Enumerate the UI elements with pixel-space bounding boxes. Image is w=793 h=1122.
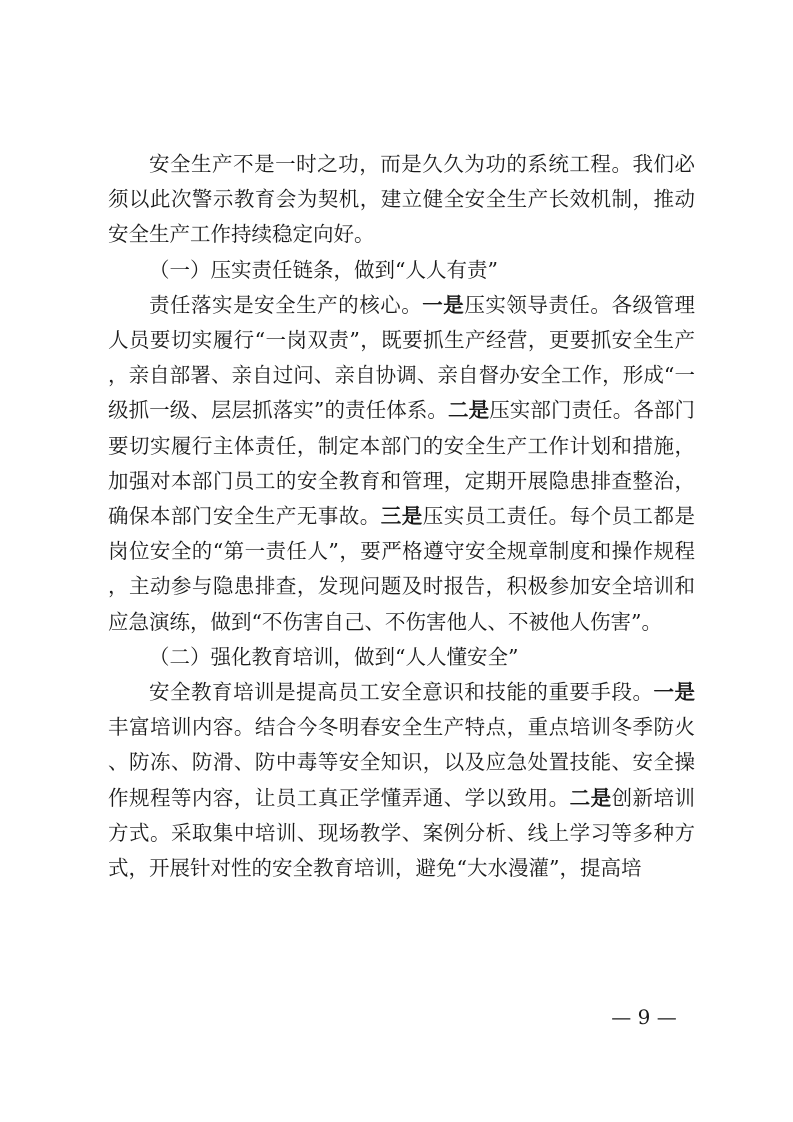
intro-paragraph: 安全生产不是一时之功，而是久久为功的系统工程。我们必须以此次警示教育会为契机，建立健全安全生产长效机制，推动安全生产工作持续稳定向好。 [108,152,695,247]
section1-keyword-3: 三是 [380,504,423,529]
section1-lead: 责任落实是安全生产的核心。 [149,292,423,317]
section1-keyword-1: 一是 [422,292,465,317]
section-heading-1: （一）压实责任链条，做到“人人有责” [149,257,498,282]
section2-keyword-1: 一是 [653,680,696,705]
section1-paragraph [108,288,695,640]
section1-keyword-2: 二是 [448,398,490,423]
section2-text-1: 丰富培训内容。结合今冬明春安全生产特点，重点培训冬季防火、防冻、防滑、防中毒等安全知识，以及应急处置技能、安全操作规程等内容，让员工真正学懂弄通、学以致用。 [108,715,695,810]
section1-text-2: 压实部门责任。各部门要切实履行主体责任，制定本部门的安全生产工作计划和措施，加强对本部门员工的安全教育和管理，定期开展隐患排查整治，确保本部门安全生产无事故。 [108,398,696,529]
section1-text-3: 压实员工责任。每个员工都是岗位安全的“第一责任人”，要严格遵守安全规章制度和操作规程，主动参与隐患排查，发现问题及时报告，积极参加安全培训和应急演练，做到“不伤害自己、不伤害他人、不被他人伤害”。 [108,504,696,634]
document-body [108,147,695,886]
page-number: — 9 — [611,1005,677,1029]
section1-text-1: 压实领导责任。各级管理人员要切实履行“一岗双责”，既要抓生产经营，更要抓安全生产，亲自部署、亲自过问、亲自协调、亲自督办安全工作，形成“一级抓一级、层层抓落实”的责任体系。 [108,292,696,423]
section-heading-2: （二）强化教育培训，做到“人人懂安全” [149,644,519,669]
section2-keyword-2: 二是 [569,785,612,810]
section2-lead: 安全教育培训是提高员工安全意识和技能的重要手段。 [149,680,654,705]
section2-text-2: 创新培训方式。采取集中培训、现场教学、案例分析、线上学习等多种方式，开展针对性的安全教育培训，避免“大水漫灌”，提高培 [108,785,696,881]
section2-paragraph [108,675,695,886]
